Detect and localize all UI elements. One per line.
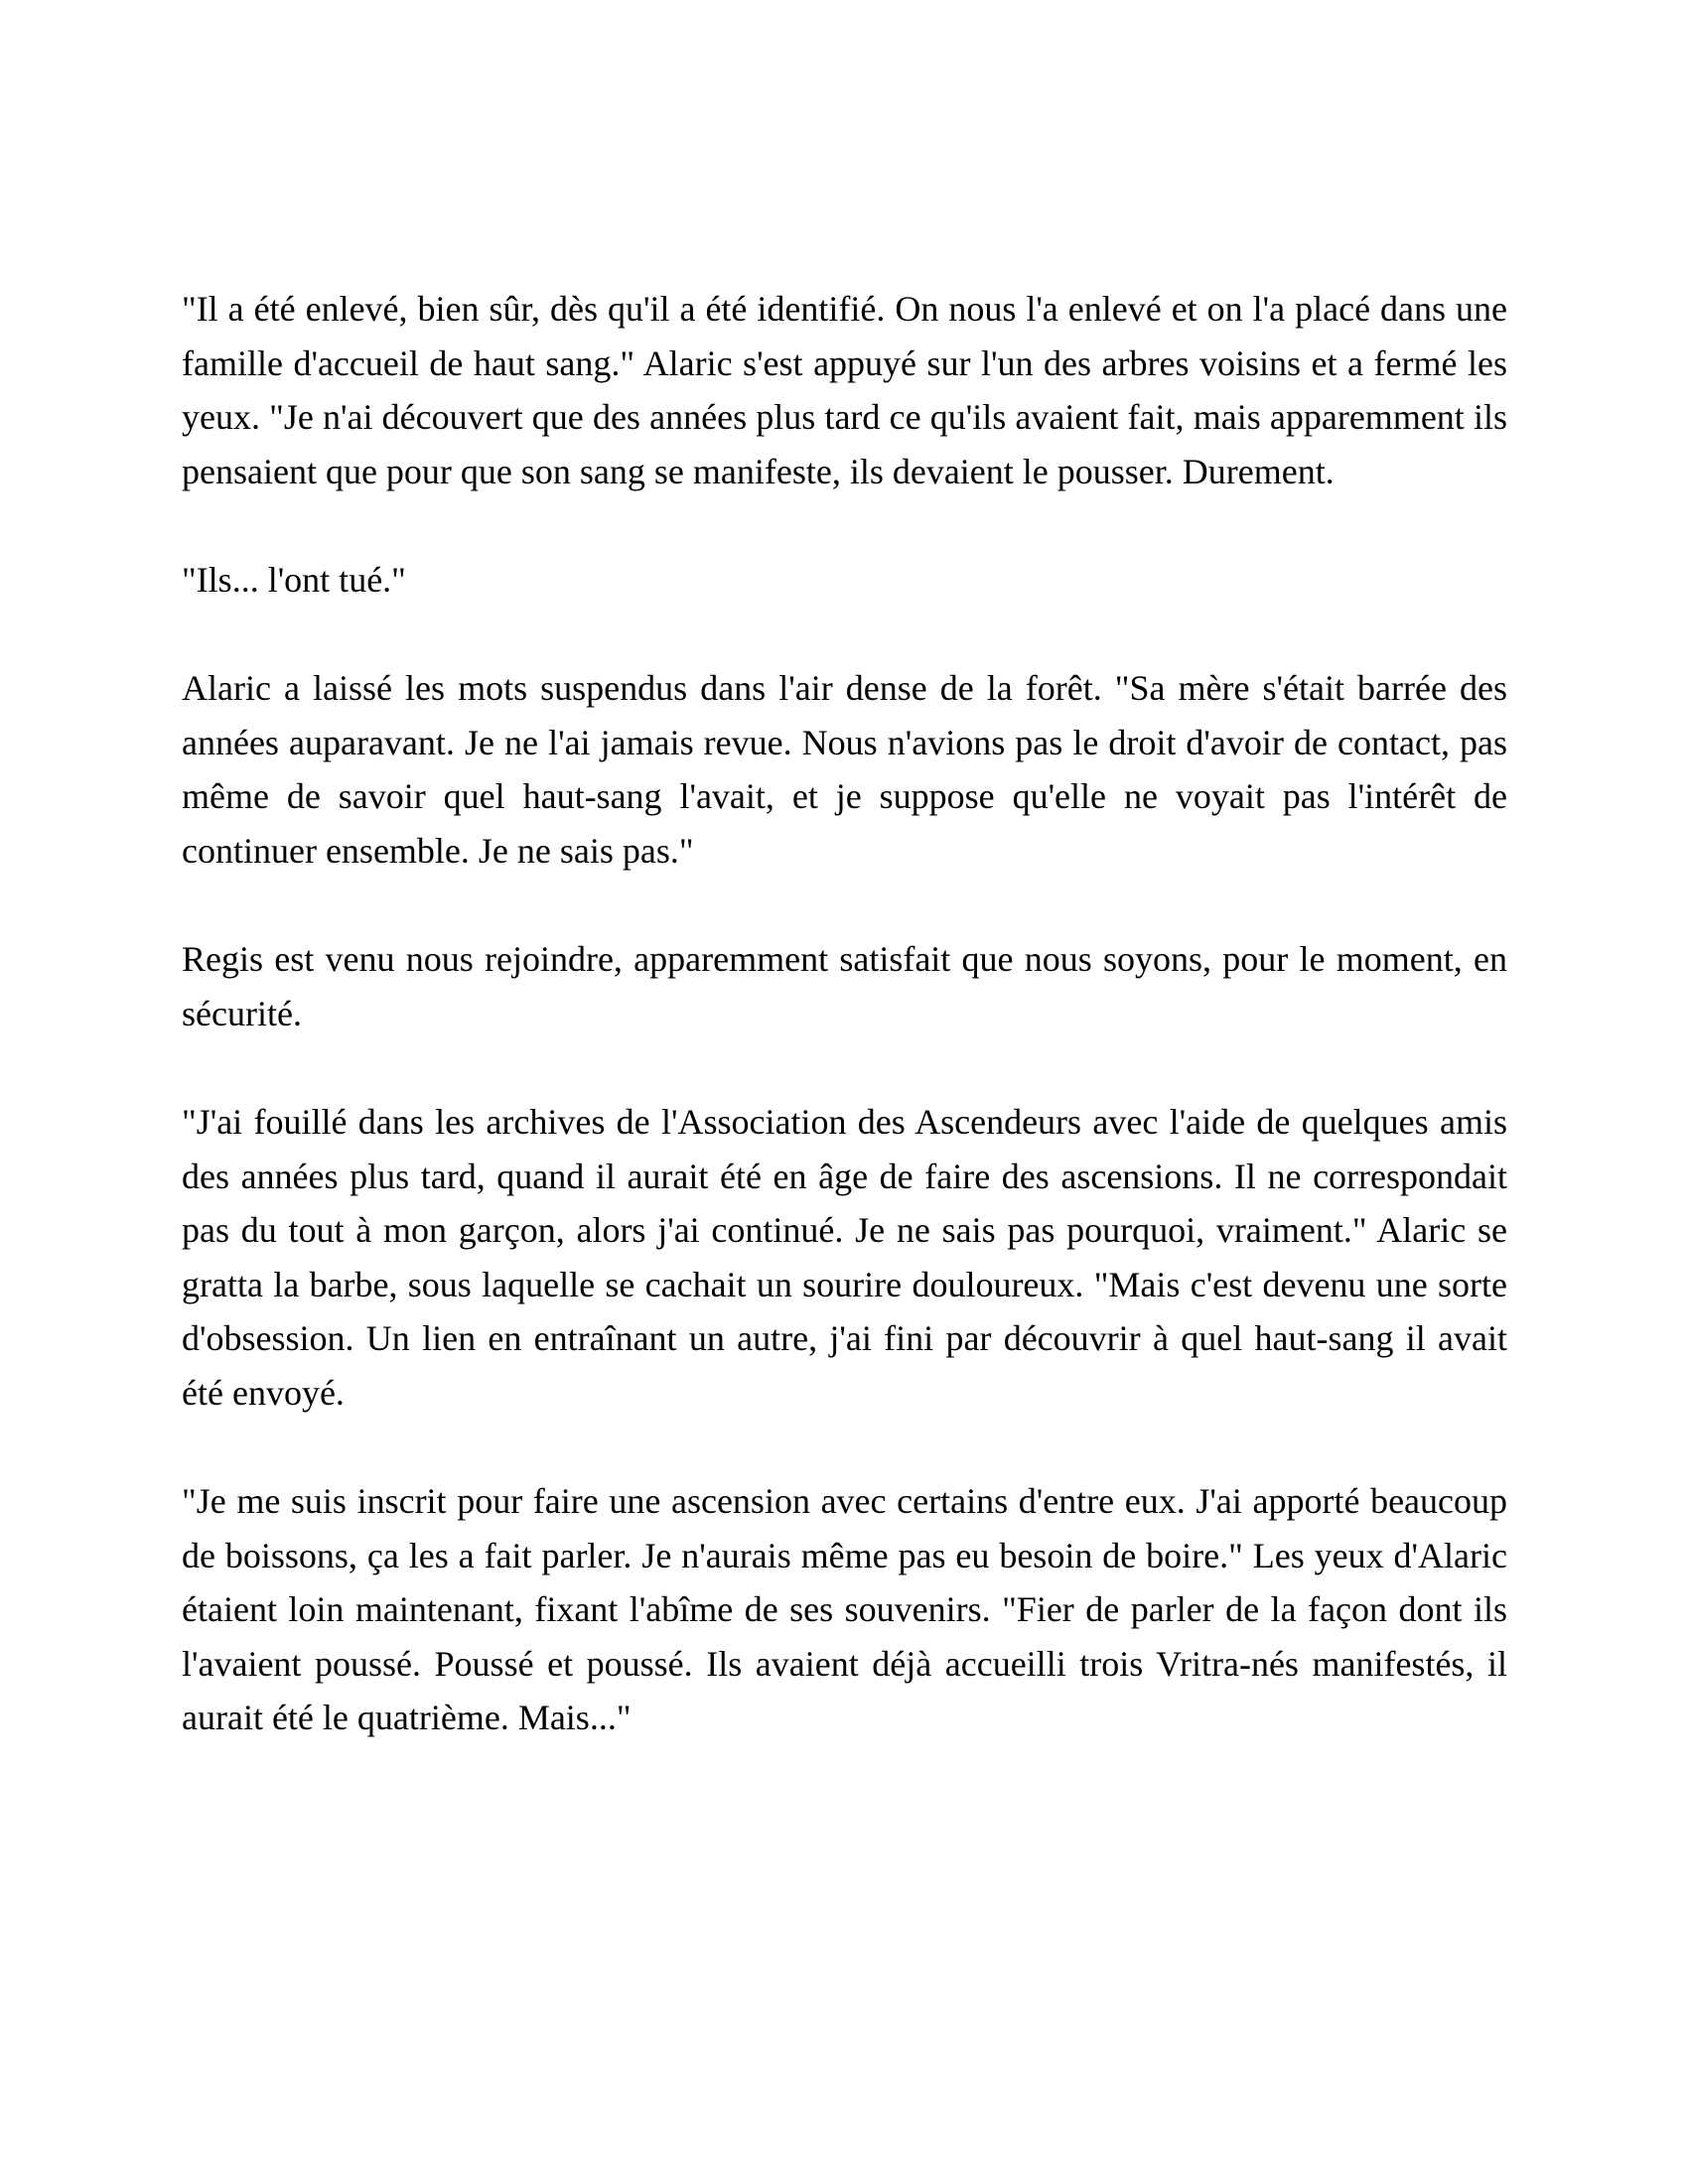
paragraph-5: "J'ai fouillé dans les archives de l'Association des Ascendeurs avec l'aide de quelques amis des années plus tard, quand il aurait été en âge de faire des ascensions. Il ne correspondait pas du tout à mon garçon, alors j'ai continué. Je ne sais pas pourquoi, vraiment." Alaric se gratta la barbe, sous laquelle se cachait un sourire douloureux. "Mais c'est devenu une sorte d'obsession. Un lien en entraînant un autre, j'ai fini par découvrir à quel haut-sang il avait été envoyé. [182,1101,1507,1413]
paragraph-4: Regis est venu nous rejoindre, apparemment satisfait que nous soyons, pour le moment, en sécurité. [182,939,1507,1033]
paragraph-2: "Ils... l'ont tué." [182,559,406,600]
paragraph-6: "Je me suis inscrit pour faire une ascension avec certains d'entre eux. J'ai apporté beaucoup de boissons, ça les a fait parler. Je n'aurais même pas eu besoin de boire." Les yeux d'Alaric étaient loin maintenant, fixant l'abîme de ses souvenirs. "Fier de parler de la façon dont ils l'avaient poussé. Poussé et poussé. Ils avaient déjà accueilli trois Vritra-nés manifestés, il aurait été le quatrième. Mais..." [182,1481,1507,1738]
paragraph-3: Alaric a laissé les mots suspendus dans l'air dense de la forêt. "Sa mère s'était barrée des années auparavant. Je ne l'ai jamais revue. Nous n'avions pas le droit d'avoir de contact, pas même de savoir quel haut-sang l'avait, et je suppose qu'elle ne voyait pas l'intérêt de continuer ensemble. Je ne sais pas." [182,668,1507,871]
paragraph-1: "Il a été enlevé, bien sûr, dès qu'il a été identifié. On nous l'a enlevé et on l'a placé dans une famille d'accueil de haut sang." Alaric s'est appuyé sur l'un des arbres voisins et a fermé les yeux. "Je n'ai découvert que des années plus tard ce qu'ils avaient fait, mais apparemment ils pensaient que pour que son sang se manifeste, ils devaient le pousser. Durement. [182,289,1507,491]
document-page [182,282,1507,1800]
